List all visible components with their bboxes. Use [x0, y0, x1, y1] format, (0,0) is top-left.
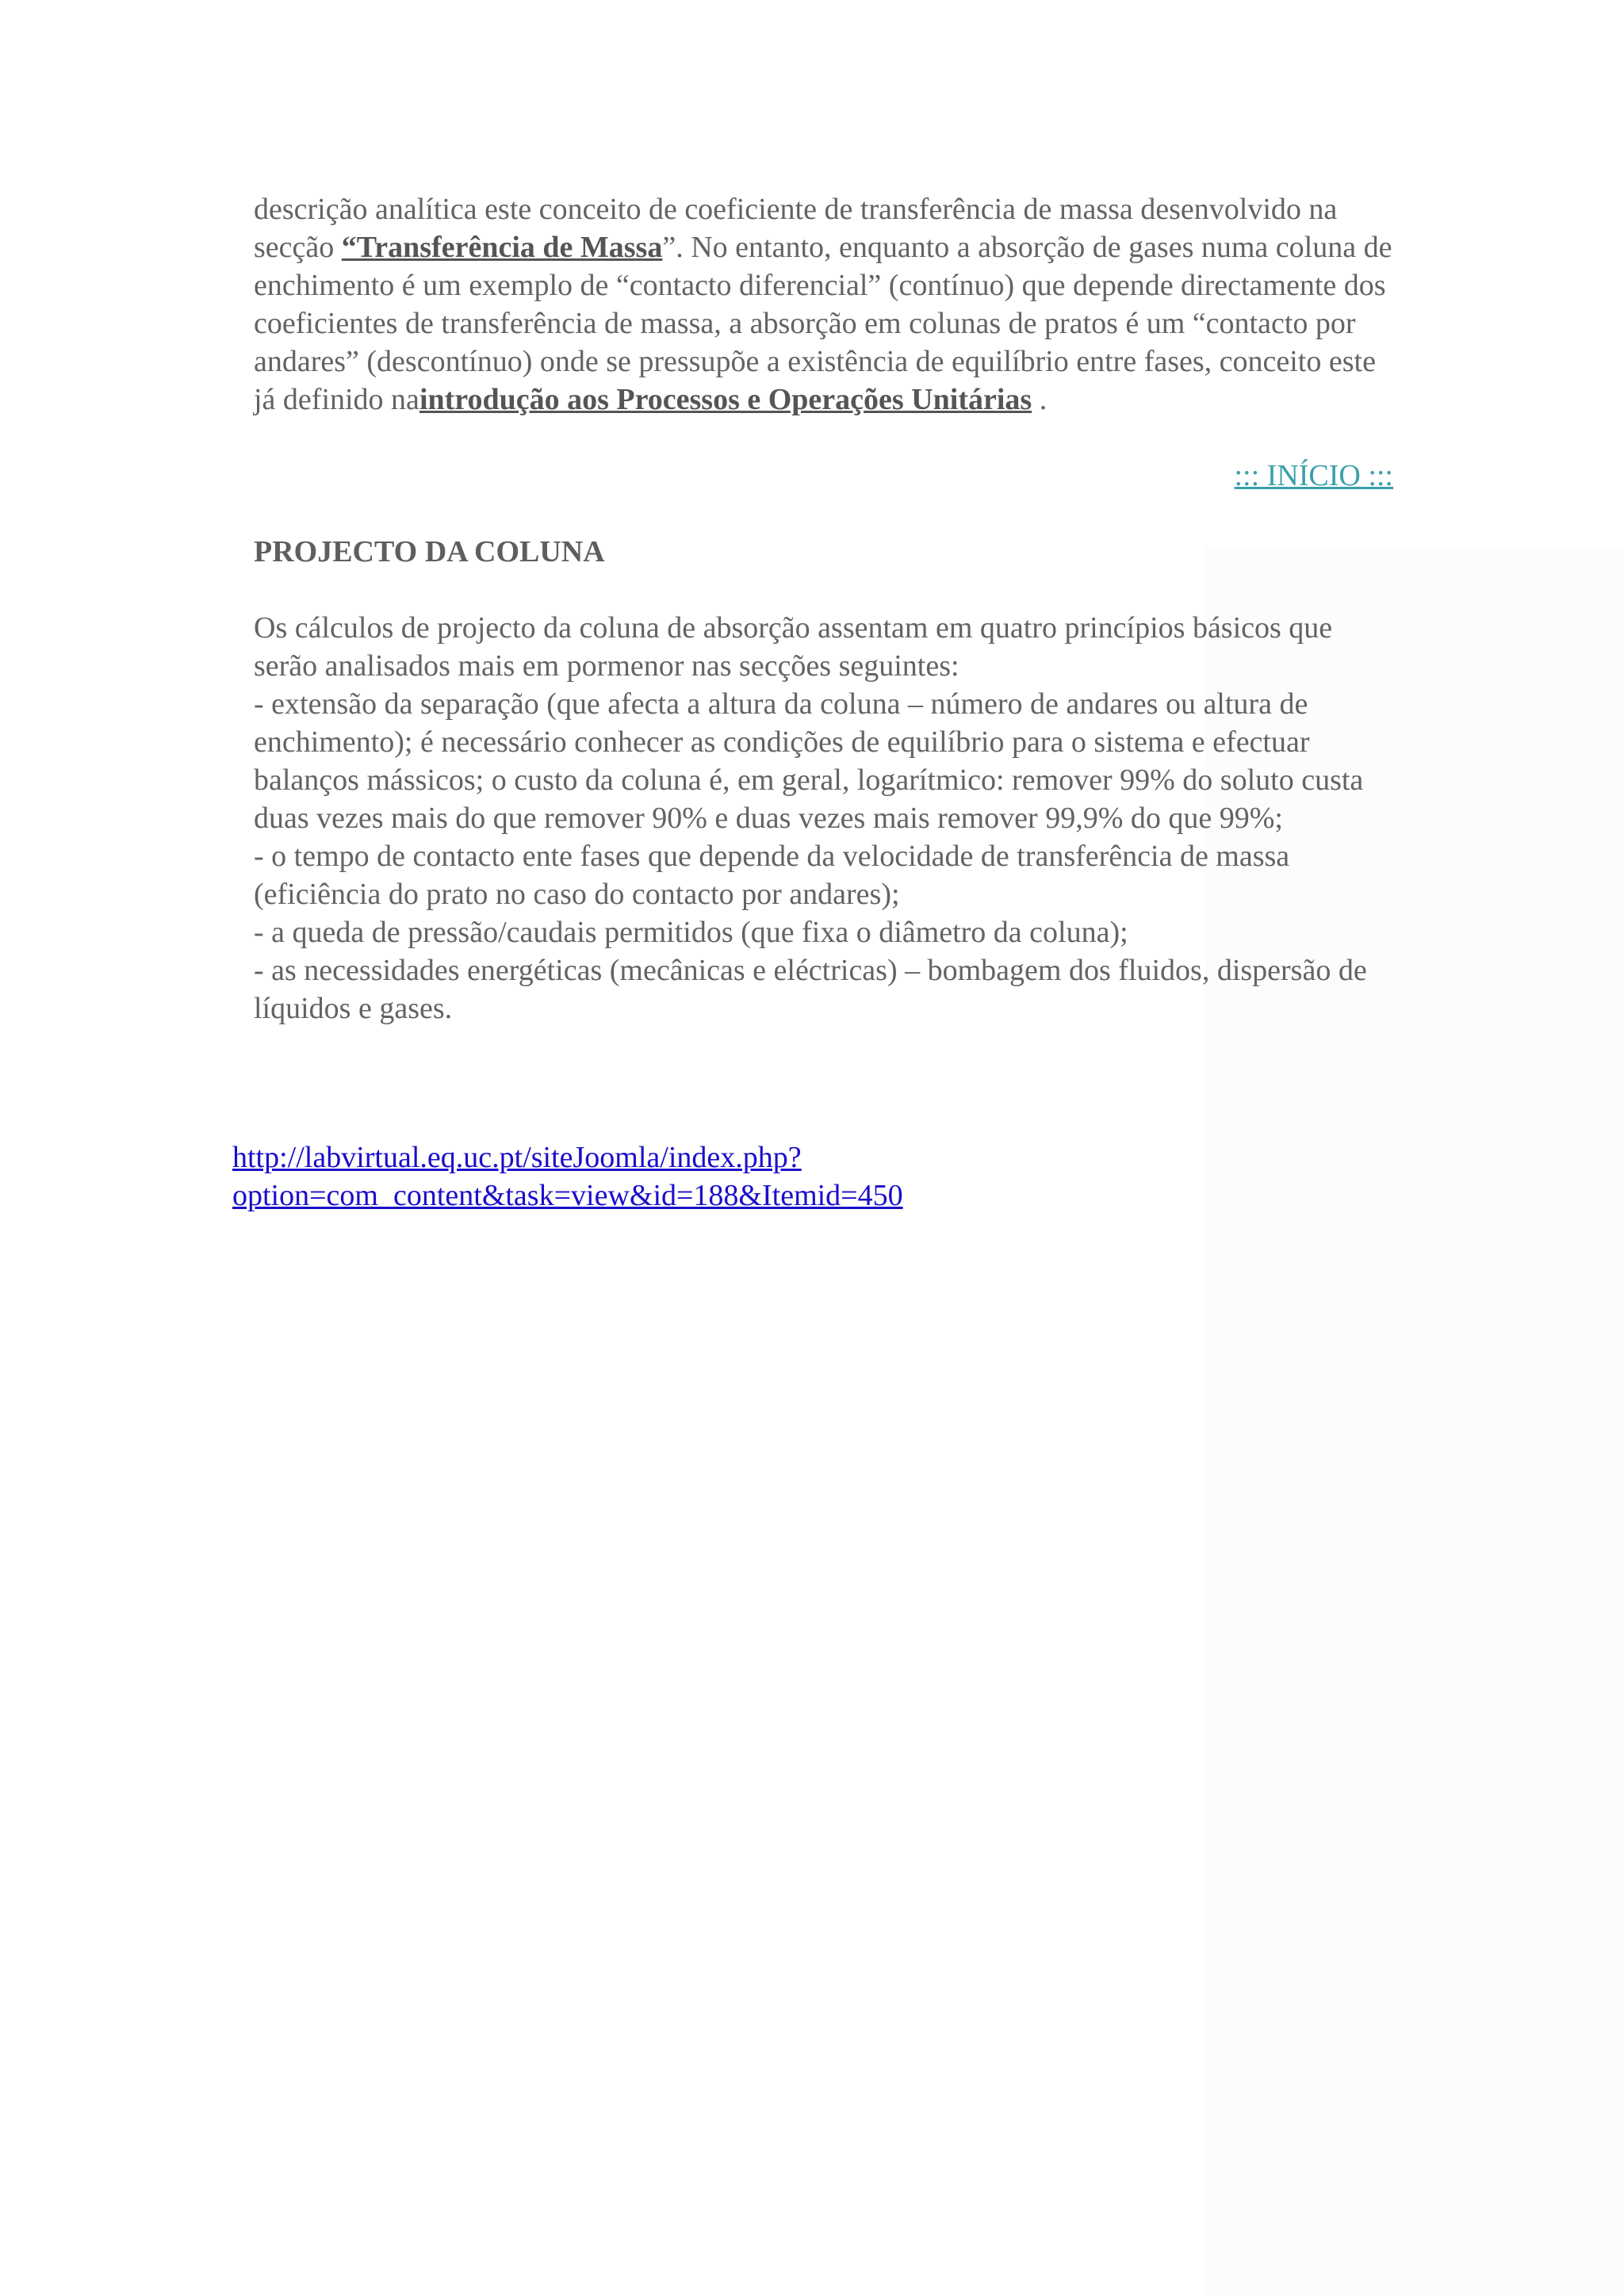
inicio-link[interactable]: ::: INÍCIO ::: [1234, 459, 1393, 492]
paragraph-text: descrição analítica este conceito de coeficiente de transferência de massa desenvolvido na secção [254, 193, 1338, 264]
section-intro: Os cálculos de projecto da coluna de absorção assentam em quatro princípios básicos que serão analisados mais em pormenor nas secções seguintes: [254, 611, 1333, 683]
paragraph-text: ”. No entanto, enquanto a absorção de gases numa coluna de enchimento é um exemplo de “contacto diferencial” (contínuo) que depende directamente dos coeficientes de transferência de massa, a absorção em colunas de pratos é um “contacto por andares” (descontínuo) onde se pressupõe a existência de equilíbrio entre fases, conceito este já definido na [254, 231, 1392, 416]
introducao-processos-link[interactable]: introdução aos Processos e Operações Unitárias [419, 383, 1032, 416]
source-url-link[interactable]: http://labvirtual.eq.uc.pt/siteJoomla/index.php?option=com_content&task=view&id=188&Itemid=450 [232, 1141, 903, 1212]
list-item: - as necessidades energéticas (mecânicas e eléctricas) – bombagem dos fluidos, dispersão de líquidos e gases. [254, 954, 1367, 1025]
section-heading: PROJECTO DA COLUNA [254, 535, 605, 568]
list-item: - a queda de pressão/caudais permitidos (que fixa o diâmetro da coluna); [254, 916, 1128, 949]
paragraph-text: . [1032, 383, 1048, 416]
list-item: - extensão da separação (que afecta a altura da coluna – número de andares ou altura de enchimento); é necessário conhecer as condições de equilíbrio para o sistema e efectuar balanços mássicos; o custo da coluna é, em geral, logarítmico: remover 99% do soluto custa duas vezes mais do que remover 90% e duas vezes mais remover 99,9% do que 99%; [254, 687, 1364, 835]
list-item: - o tempo de contacto ente fases que depende da velocidade de transferência de massa (eficiência do prato no caso do contacto por andares); [254, 840, 1290, 911]
intro-paragraph [254, 190, 1396, 419]
document-page [254, 190, 1396, 1027]
transferencia-de-massa-link[interactable]: “Transferência de Massa [341, 231, 663, 264]
inicio-row [254, 457, 1396, 495]
